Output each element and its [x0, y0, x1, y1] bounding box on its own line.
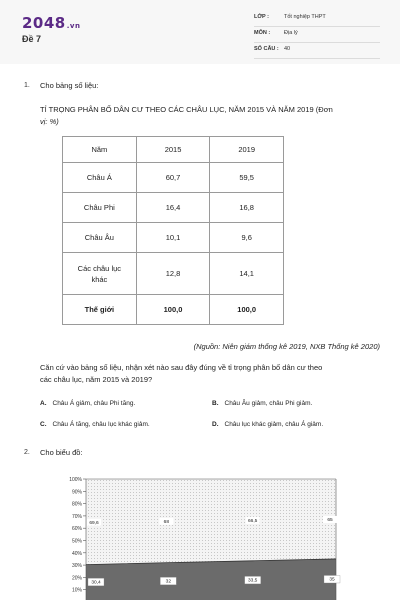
question-text-line1: Căn cứ vào bảng số liệu, nhận xét nào sau đây đúng về tỉ trọng phân bố dân cư theo	[40, 363, 323, 372]
site-logo[interactable]: 2048.vn	[22, 14, 81, 32]
table-cell: 9,6	[210, 223, 284, 253]
data-table	[62, 136, 284, 325]
option-c[interactable]	[40, 421, 150, 428]
y-tick-label: 50%	[71, 538, 82, 545]
table-title-line2: vị: %)	[40, 117, 59, 126]
table-cell: 100,0	[136, 295, 210, 325]
table-cell: 59,5	[210, 163, 284, 193]
meta-label: MÔN :	[254, 30, 271, 36]
page-header	[0, 0, 400, 64]
option-letter: C.	[40, 421, 47, 428]
table-cell: Thế giới	[63, 295, 137, 325]
table-cell: 14,1	[210, 253, 284, 295]
area-series-lower	[86, 559, 336, 600]
table-row	[63, 295, 284, 325]
table-cell: 10,1	[136, 223, 210, 253]
question-intro: Cho bảng số liệu:	[40, 81, 99, 90]
option-letter: B.	[212, 400, 219, 407]
option-text: Châu Á tăng, châu lục khác giảm.	[52, 421, 150, 428]
question-intro: Cho biểu đồ:	[40, 448, 83, 457]
question-number: 2.	[24, 449, 30, 456]
table-source: (Nguồn: Niên giám thống kê 2019, NXB Thống kê 2020)	[193, 342, 380, 351]
option-b[interactable]	[212, 400, 312, 407]
y-tick-label: 40%	[71, 550, 82, 557]
option-a[interactable]	[40, 400, 135, 407]
option-d[interactable]	[212, 421, 323, 428]
meta-row-class	[254, 12, 380, 27]
data-label: 68	[163, 519, 170, 525]
meta-row-count	[254, 44, 380, 59]
table-header-cell: 2015	[136, 137, 210, 163]
option-text: Châu Á giảm, châu Phi tăng.	[52, 400, 136, 407]
table-cell: 60,7	[136, 163, 210, 193]
option-text: Châu Âu giảm, châu Phi giảm.	[224, 400, 313, 407]
test-title: Đề 7	[22, 34, 42, 44]
table-cell: Các châu lục khác	[63, 253, 137, 295]
table-cell: 16,8	[210, 193, 284, 223]
table-row	[63, 193, 284, 223]
meta-value: Địa lý	[284, 30, 298, 36]
meta-label: SỐ CÂU :	[254, 46, 279, 52]
table-cell: Châu Phi	[63, 193, 137, 223]
data-label: 33,5	[247, 578, 258, 584]
meta-label: LỚP :	[254, 14, 269, 20]
data-label: 35	[329, 577, 335, 583]
meta-row-subject	[254, 28, 380, 43]
table-row	[63, 253, 284, 295]
table-cell: Châu Âu	[63, 223, 137, 253]
y-tick-label: 60%	[71, 526, 82, 533]
meta-value: 40	[284, 46, 291, 52]
meta-value: Tốt nghiệp THPT	[284, 14, 326, 20]
table-title-line1: TỈ TRỌNG PHÂN BỐ DÂN CƯ THEO CÁC CHÂU LỤC, NĂM 2015 VÀ NĂM 2019 (Đơn	[40, 105, 333, 114]
data-label: 66,5	[247, 518, 258, 524]
table-cell: 16,4	[136, 193, 210, 223]
table-cell: 12,8	[136, 253, 210, 295]
data-label: 69,6	[89, 520, 99, 526]
area-series-upper	[86, 479, 336, 565]
y-tick-label: 10%	[71, 587, 82, 594]
y-tick-label: 70%	[71, 513, 82, 520]
data-label: 32	[165, 579, 172, 585]
data-label: 65	[327, 517, 333, 523]
table-header-row	[63, 137, 284, 163]
table-header-cell: Năm	[63, 137, 137, 163]
option-letter: D.	[212, 421, 219, 428]
table-row	[63, 223, 284, 253]
y-tick-label: 90%	[71, 489, 82, 496]
option-text: Châu lục khác giảm, châu Á giảm.	[224, 421, 324, 428]
table-row	[63, 163, 284, 193]
y-tick-label: 30%	[71, 563, 82, 570]
table-cell: 100,0	[210, 295, 284, 325]
table-header-cell: 2019	[210, 137, 284, 163]
y-tick-label: 20%	[71, 575, 82, 582]
question-number: 1.	[24, 82, 30, 89]
question-text-line2: các châu lục, năm 2015 và 2019?	[40, 375, 153, 384]
y-tick-label: 100%	[69, 477, 82, 483]
option-letter: A.	[40, 400, 47, 407]
y-tick-label: 80%	[71, 501, 82, 508]
data-label: 30,4	[91, 580, 101, 586]
area-chart	[0, 470, 400, 600]
table-cell: Châu Á	[63, 163, 137, 193]
